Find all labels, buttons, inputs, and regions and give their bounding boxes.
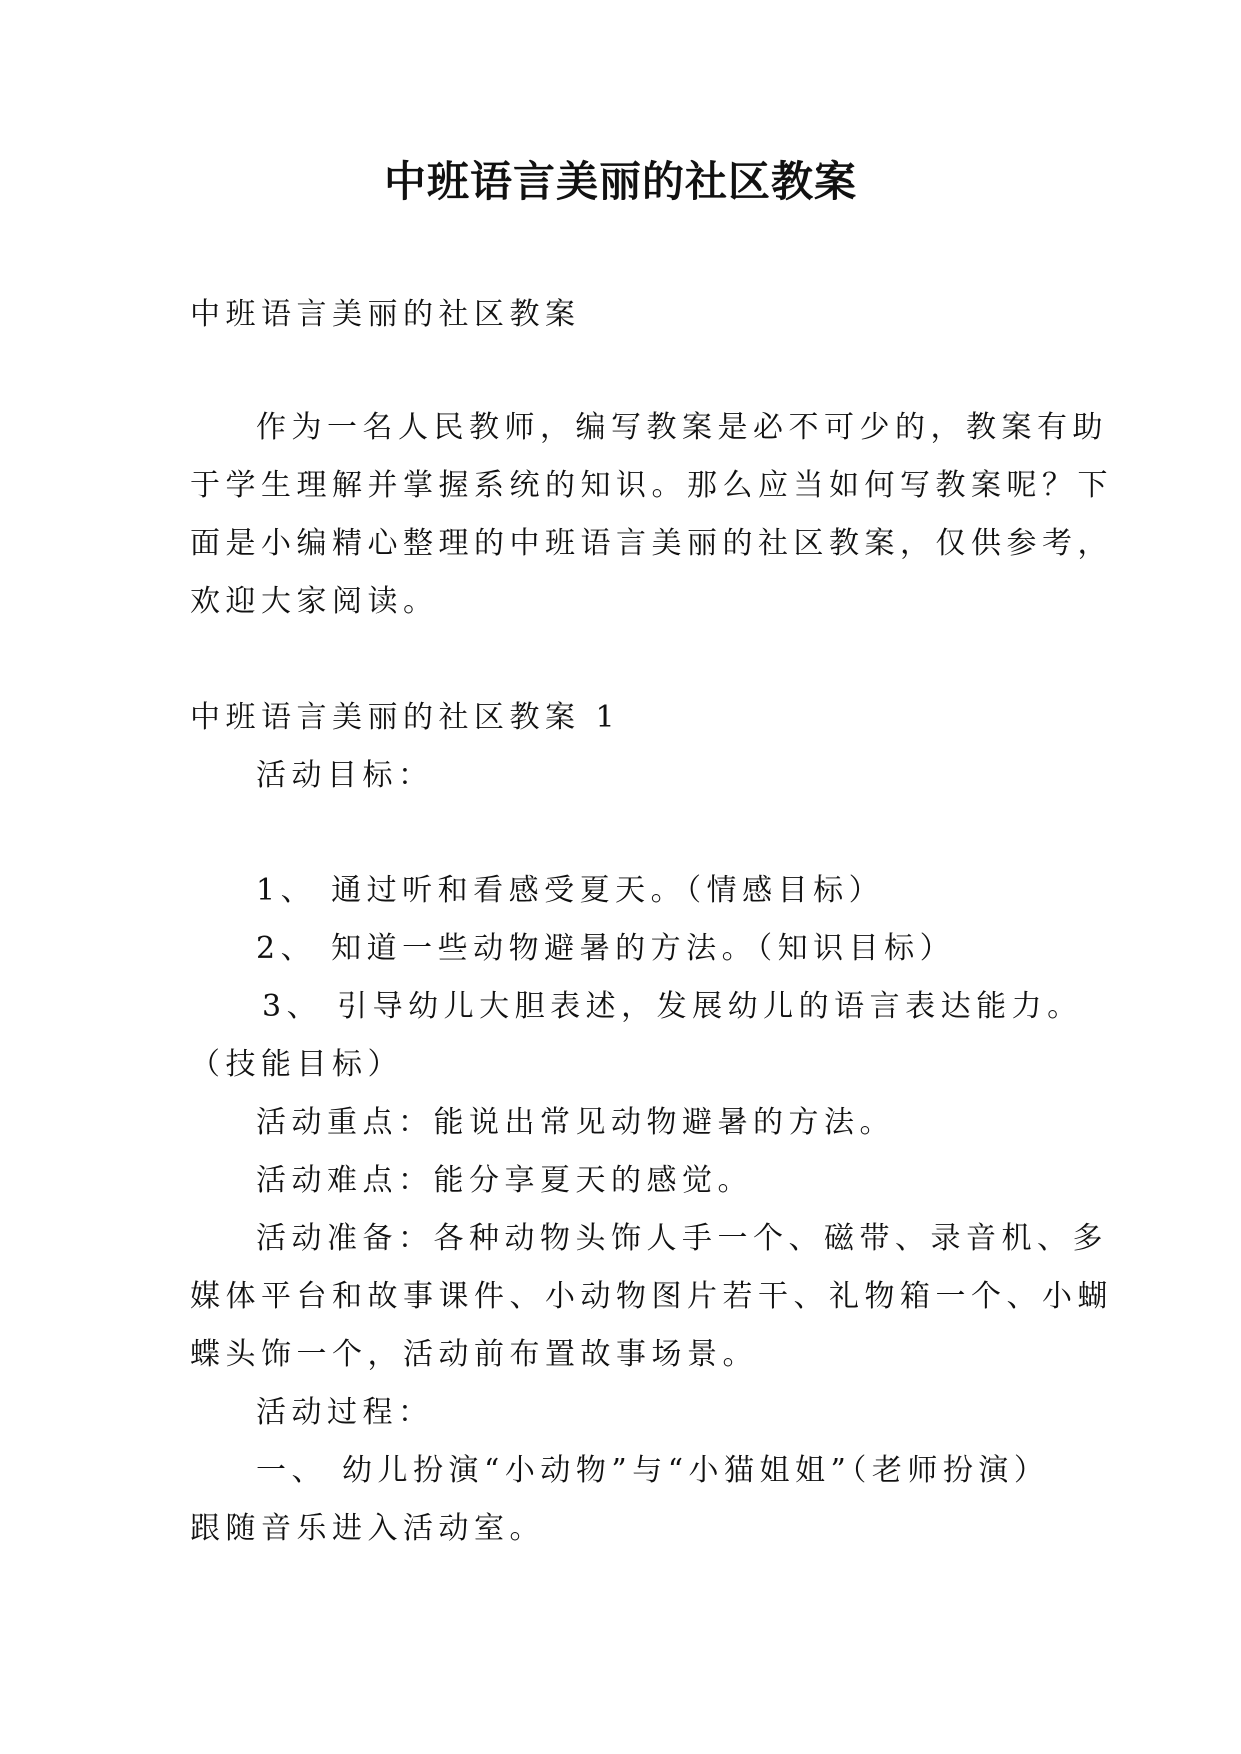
intro-line-2: 于学生理解并掌握系统的知识。那么应当如何写教案呢？下 [190, 468, 1113, 503]
goal-item-2: 2、 知道一些动物避暑的方法。（知识目标） [256, 931, 956, 966]
goal-item-1: 1、 通过听和看感受夏天。（情感目标） [256, 873, 885, 908]
process-step-1: 一、 幼儿扮演“小动物”与“小猫姐姐”（老师扮演） [256, 1453, 1050, 1488]
intro-line-4: 欢迎大家阅读。 [190, 584, 439, 619]
section-heading: 中班语言美丽的社区教案 1 [190, 700, 621, 735]
preparation-line-2: 媒体平台和故事课件、小动物图片若干、礼物箱一个、小蝴 [190, 1279, 1113, 1314]
key-point: 活动重点：能说出常见动物避暑的方法。 [256, 1105, 895, 1140]
process-step-1-continued: 跟随音乐进入活动室。 [190, 1511, 545, 1546]
intro-line-1: 作为一名人民教师，编写教案是必不可少的，教案有助 [256, 410, 1108, 445]
preparation-line-1: 活动准备：各种动物头饰人手一个、磁带、录音机、多 [256, 1221, 1108, 1256]
goals-label: 活动目标： [256, 758, 434, 793]
preparation-line-3: 蝶头饰一个，活动前布置故事场景。 [190, 1337, 758, 1372]
document-subtitle: 中班语言美丽的社区教案 [190, 297, 581, 332]
goal-item-3: 3、 引导幼儿大胆表述，发展幼儿的语言表达能力。 [262, 989, 1083, 1024]
goal-item-3-continued: （技能目标） [190, 1047, 403, 1082]
intro-line-3: 面是小编精心整理的中班语言美丽的社区教案，仅供参考， [190, 526, 1113, 561]
document-title: 中班语言美丽的社区教案 [383, 157, 857, 206]
process-label: 活动过程： [256, 1395, 434, 1430]
difficulty: 活动难点：能分享夏天的感觉。 [256, 1163, 753, 1198]
